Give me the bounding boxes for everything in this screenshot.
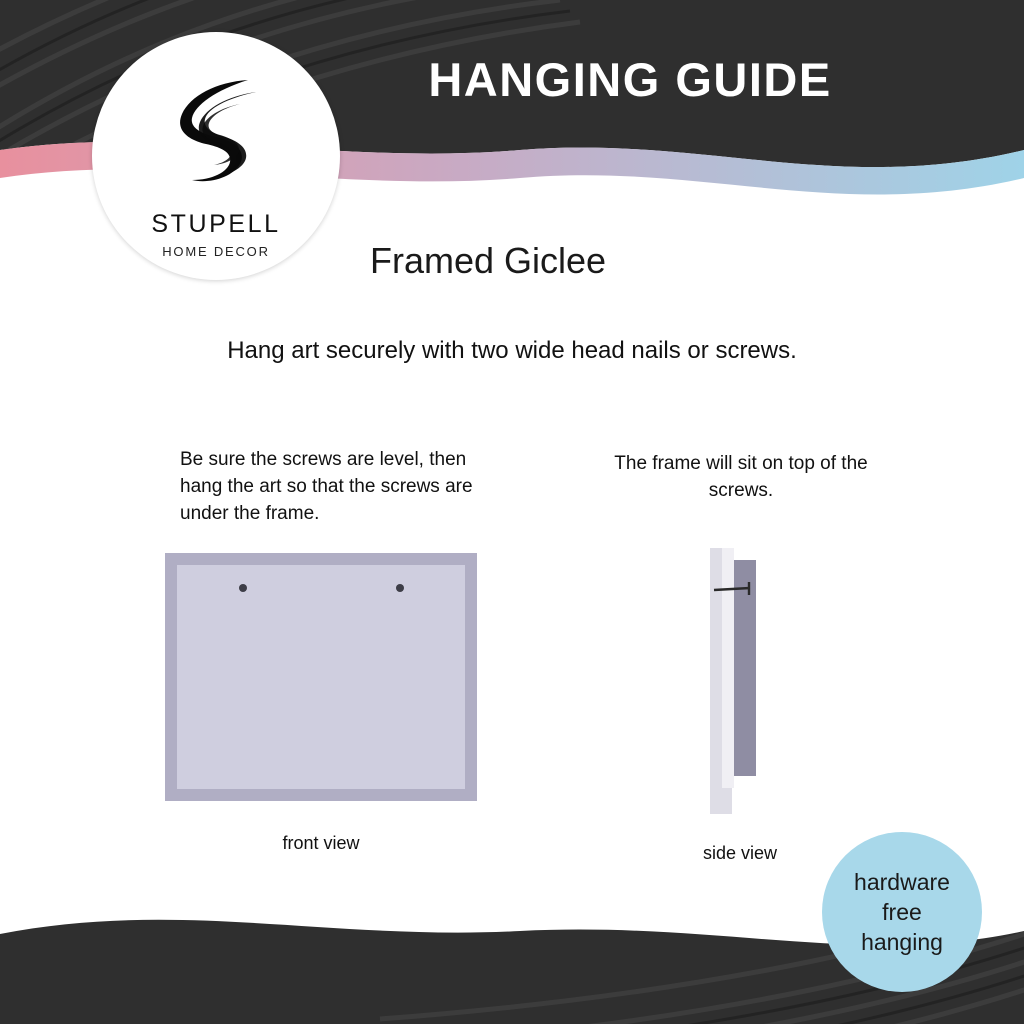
page-title: HANGING GUIDE [428, 53, 832, 106]
stupell-swirl-logo-icon [156, 70, 276, 190]
front-view-caption: Be sure the screws are level, then hang the art so that the screws are under the frame. [180, 449, 473, 524]
badge-line-1: hardware [854, 869, 950, 895]
front-view-frame-diagram [165, 553, 477, 801]
badge-line-3: hanging [861, 929, 943, 955]
badge-line-2: free [882, 899, 922, 925]
side-view-label: side view [702, 843, 778, 863]
side-view-caption: The frame will sit on top of the screws. [614, 453, 868, 501]
front-view-frame-inner [177, 565, 465, 789]
front-view-label: front view [282, 833, 360, 853]
logo-badge [92, 32, 340, 280]
nail-icon [700, 570, 770, 610]
lead-instruction-text: Hang art securely with two wide head nails or screws. [227, 337, 797, 364]
product-title: Framed Giclee [370, 240, 607, 281]
screw-right-icon [396, 584, 404, 592]
logo-name: STUPELL [151, 210, 281, 238]
hardware-free-hanging-badge [822, 832, 982, 992]
screw-left-icon [239, 584, 247, 592]
logo-subtitle: HOME DECOR [162, 244, 270, 259]
